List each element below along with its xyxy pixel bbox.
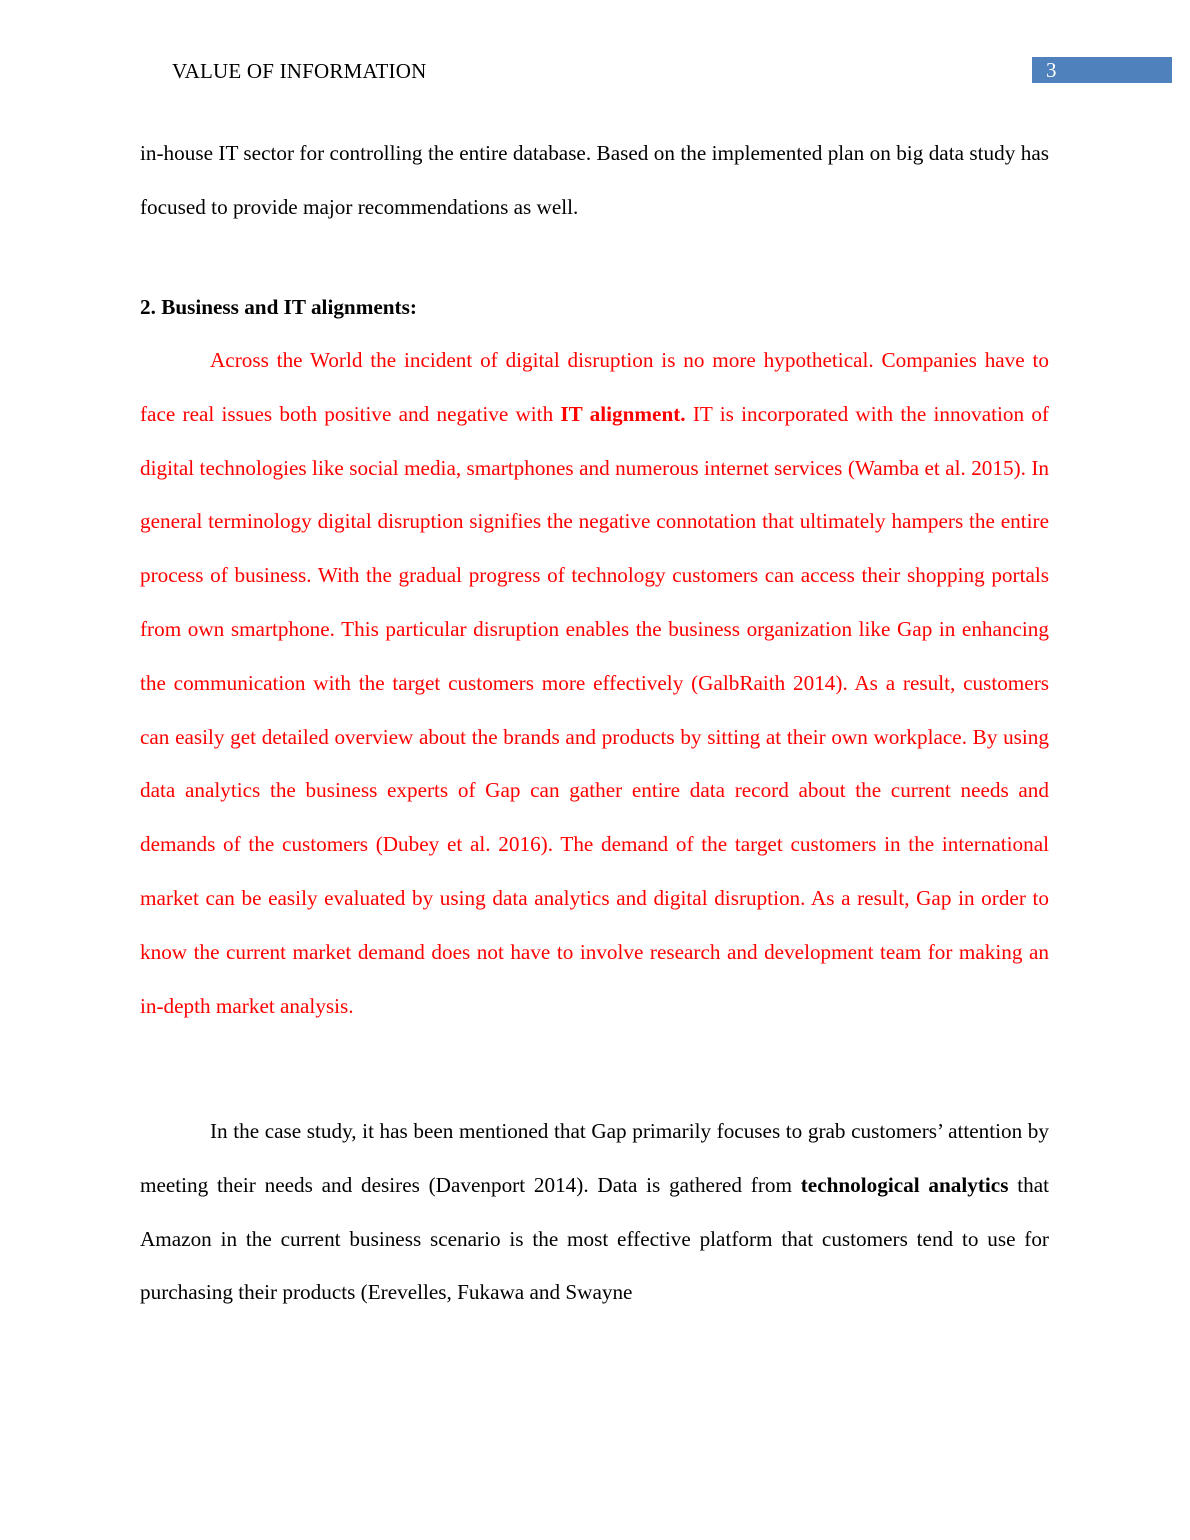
section-heading: 2. Business and IT alignments: <box>140 295 417 319</box>
paragraph-text: IT is incorporated with the innovation of digital technologies like social media, smartphones and numerous internet services (Wamba et al. 2015). In general terminology digital disruption signifies the negative connotation that ultimately hampers the entire process of business. With the gradual progress of technology customers can access their shopping portals from own smartphone. This particular disruption enables the business organization like Gap in enhancing the communication with the target customers more effectively (GalbRaith 2014). As a result, customers can easily get detailed overview about the brands and products by sitting at their own workplace. By using data analytics the business experts of Gap can gather entire data record about the current needs and demands of the customers (Dubey et al. 2016). The demand of the target customers in the international market can be easily evaluated by using data analytics and digital disruption. As a result, Gap in order to know the current market demand does not have to involve research and development team for making an in-depth market analysis. <box>140 401 1049 1018</box>
bold-term-technological-analytics: technological analytics <box>800 1172 1009 1197</box>
page-number-badge <box>1032 57 1172 83</box>
paragraph-case-study <box>140 1105 1049 1320</box>
paragraph-text: Across the World the incident of digital disruption is no more hypothetical. Companies have to face real issues both positive and negative with <box>140 348 1049 426</box>
running-header-title: VALUE OF INFORMATION <box>172 59 427 83</box>
paragraph-text: that Amazon in the current business scenario is the most effective platform that customers tend to use for purchasing their products (Erevelles, Fukawa and Swayne <box>140 1172 1050 1305</box>
paragraph-text: In the case study, it has been mentioned that Gap primarily focuses to grab customers’ attention by meeting their needs and desires (Davenport 2014). Data is gathered from <box>140 1119 1049 1197</box>
intro-paragraph: in-house IT sector for controlling the entire database. Based on the implemented plan on big data study has focused to provide major recommendations as well. <box>140 141 1049 219</box>
page-number: 3 <box>1046 58 1057 82</box>
bold-term-it-alignment: IT alignment. <box>560 401 686 426</box>
paragraph-digital-disruption <box>140 334 1049 1033</box>
